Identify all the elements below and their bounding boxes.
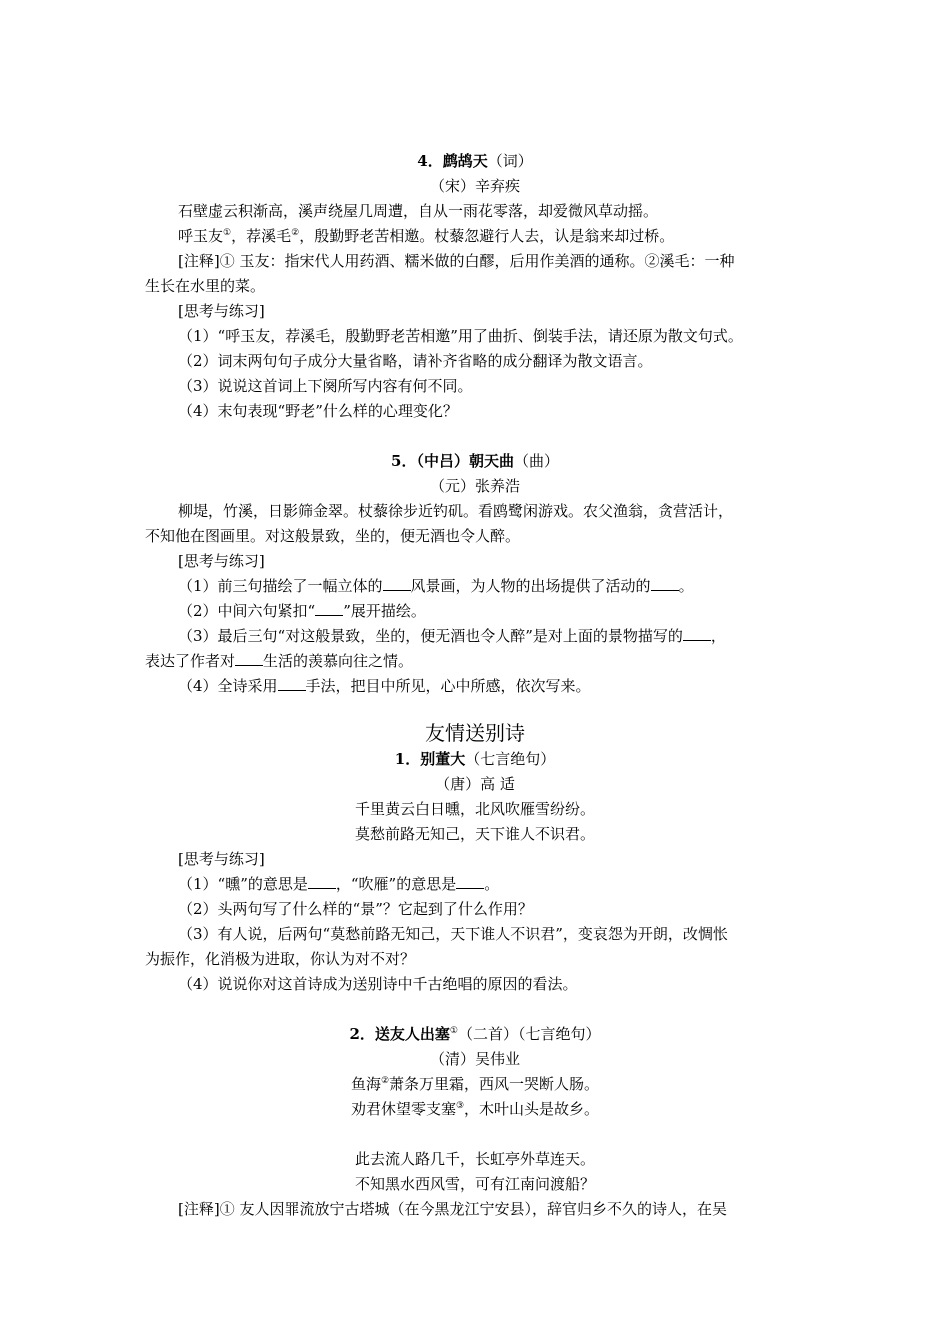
poem5-question-3: （3）最后三句“对这般景致，坐的，便无酒也令人醉”是对上面的景物描写的 ， xyxy=(178,627,726,645)
poem1-verse1: 千里黄云白日曛，北风吹雁雪纷纷。 xyxy=(354,800,595,818)
poem4-question-2: （2）词末两句句子成分大量省略，请补齐省略的成分翻译为散文语言。 xyxy=(178,352,653,370)
answer-blank xyxy=(383,576,411,591)
poem2-title: 2．送友人出塞①（二首）（七言绝句） xyxy=(349,1025,601,1043)
answer-blank xyxy=(235,651,263,666)
poem2-verse4: 不知黑水西风雪，可有江南问渡船？ xyxy=(354,1175,595,1193)
poem4-question-3: （3）说说这首词上下阕所写内容有何不同。 xyxy=(178,377,473,395)
poem1-verse2: 莫愁前路无知己，天下谁人不识君。 xyxy=(354,825,595,843)
poem4-exercise-label: [思考与练习] xyxy=(178,302,265,320)
poem5-author: （元）张养浩 xyxy=(429,477,520,495)
poem2-verse2: 劝君休望零支塞③，木叶山头是故乡。 xyxy=(350,1100,600,1118)
poem4-question-1: （1）“呼玉友，荐溪毛，殷勤野老苦相邀”用了曲折、倒装手法，请还原为散文句式。 xyxy=(178,327,743,345)
poem5-title: 5．（中吕）朝天曲（曲） xyxy=(391,452,559,470)
poem4-question-4: （4）末句表现“野老”什么样的心理变化？ xyxy=(178,402,458,420)
poem1-question-1: （1）“曛”的意思是 ，“吹雁”的意思是 。 xyxy=(178,875,500,893)
poem5-line1: 柳堤，竹溪，日影筛金翠。杖藜徐步近钓矶。看鸥鹭闲游戏。农父渔翁，贪营活计， xyxy=(178,502,734,520)
poem5-line2: 不知他在图画里。对这般景致，坐的，便无酒也令人醉。 xyxy=(145,527,521,545)
poem5-question-3-cont: 表达了作者对 生活的羡慕向往之情。 xyxy=(145,652,414,670)
poem2-note-line1: [注释]① 友人因罪流放宁古塔城（在今黑龙江宁安县），辞官归乡不久的诗人，在吴 xyxy=(178,1200,727,1218)
poem4-note-line2: 生长在水里的菜。 xyxy=(145,277,266,295)
poem1-author: （唐）高 适 xyxy=(435,775,515,793)
poem4-title: 4．鹧鸪天（词） xyxy=(417,152,533,170)
section-heading: 友情送别诗 xyxy=(425,721,525,745)
poem5-question-4: （4）全诗采用 手法，把目中所见，心中所感，依次写来。 xyxy=(178,677,591,695)
poem1-question-2: （2）头两句写了什么样的“景”？它起到了什么作用？ xyxy=(178,900,533,918)
poem2-verse3: 此去流人路几千，长虹亭外草连天。 xyxy=(354,1150,595,1168)
poem2-author: （清）吴伟业 xyxy=(429,1050,520,1068)
poem5-question-2: （2）中间六句紧扣“ ”展开描绘。 xyxy=(178,602,426,620)
poem2-verse1: 鱼海②萧条万里霜，西风一哭断人肠。 xyxy=(350,1075,600,1093)
poem1-title: 1．别董大（七言绝句） xyxy=(394,750,556,768)
answer-blank xyxy=(683,626,711,641)
answer-blank xyxy=(456,874,484,889)
answer-blank xyxy=(651,576,679,591)
poem5-question-1: （1）前三句描绘了一幅立体的 风景画，为人物的出场提供了活动的 。 xyxy=(178,577,694,595)
answer-blank xyxy=(308,874,336,889)
answer-blank xyxy=(278,676,306,691)
poem5-exercise-label: [思考与练习] xyxy=(178,552,265,570)
poem4-note-line1: [注释]① 玉友：指宋代人用药酒、糯米做的白醪，后用作美酒的通称。②溪毛：一种 xyxy=(178,252,735,270)
poem1-question-3: （3）有人说，后两句“莫愁前路无知己，天下谁人不识君”，变哀怨为开朗，改惆怅 xyxy=(178,925,728,943)
poem1-question-3-cont: 为振作，化消极为进取，你认为对不对？ xyxy=(145,950,416,968)
answer-blank xyxy=(315,601,343,616)
poem4-line1: 石壁虚云积渐高，溪声绕屋几周遭，自从一雨花零落，却爱微风草动摇。 xyxy=(178,202,659,220)
poem4-line2: 呼玉友①，荐溪毛②，殷勤野老苦相邀。杖藜忽避行人去，认是翁来却过桥。 xyxy=(178,227,675,245)
poem4-author: （宋）辛弃疾 xyxy=(429,177,520,195)
poem1-exercise-label: [思考与练习] xyxy=(178,850,265,868)
poem1-question-4: （4）说说你对这首诗成为送别诗中千古绝唱的原因的看法。 xyxy=(178,975,578,993)
